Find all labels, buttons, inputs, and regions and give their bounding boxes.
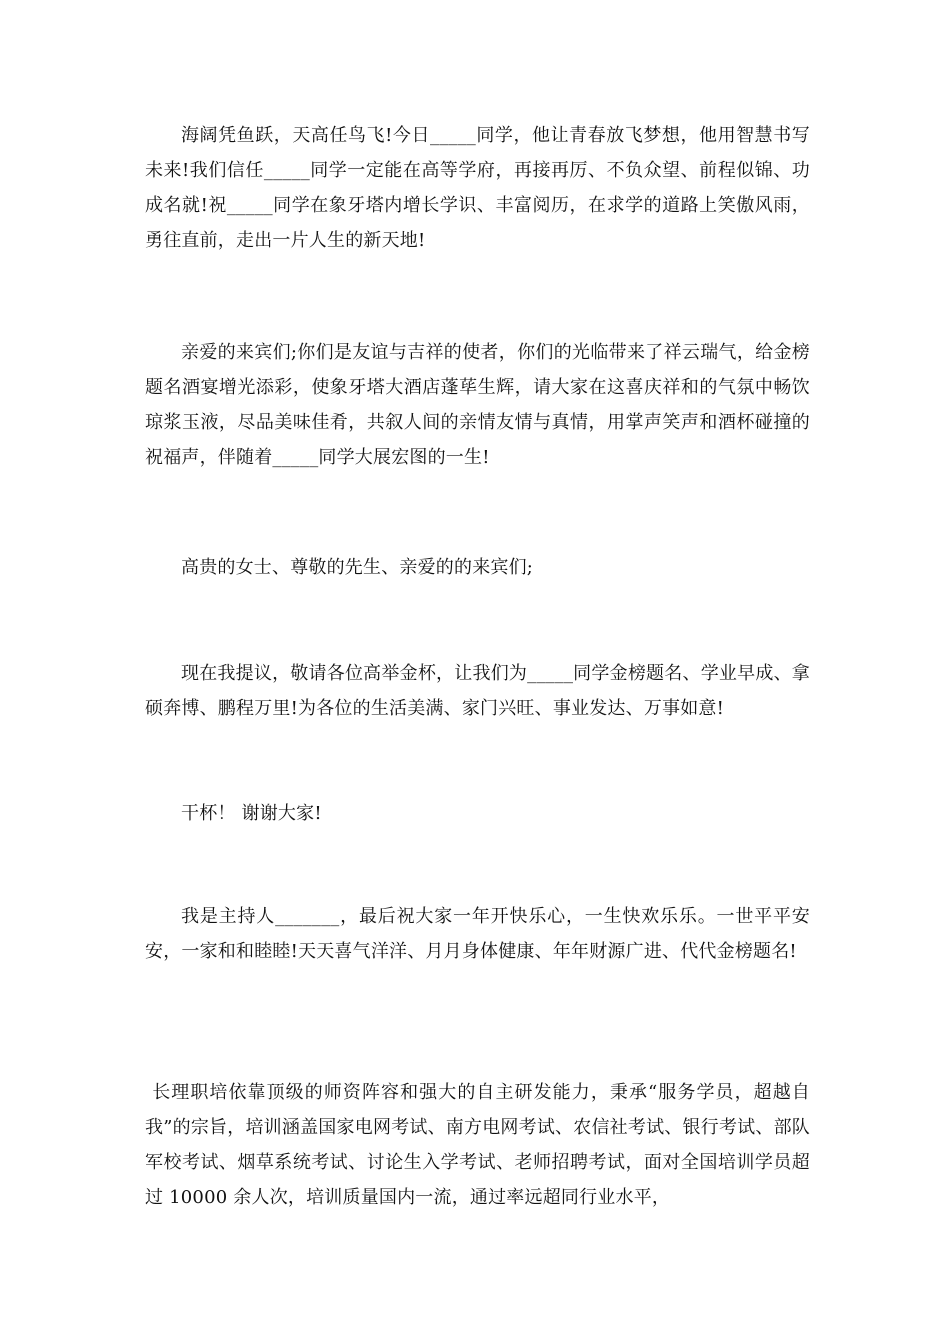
paragraph-toast-proposal: 现在我提议，敬请各位高举金杯，让我们为_____同学金榜题名、学业早成、拿硕奔博、鹏程万里!为各位的生活美满、家门兴旺、事业发达、万事如意!: [145, 663, 810, 719]
paragraph-cheers: 干杯！ 谢谢大家!: [181, 803, 322, 824]
paragraph-host-closing: 我是主持人_______，最后祝大家一年开快乐心，一生快欢乐乐。一世平平安安，一家和和睦睦!天天喜气洋洋、月月身体健康、年年财源广进、代代金榜题名!: [145, 906, 810, 962]
paragraph-guests-welcome: 亲爱的来宾们;你们是友谊与吉祥的使者，你们的光临带来了祥云瑞气，给金榜题名酒宴增光添彩，使象牙塔大酒店蓬荜生辉，请大家在这喜庆祥和的气氛中畅饮琼浆玉液，尽品美味佳肴，共叙人间的亲情友情与真情，用掌声笑声和酒杯碰撞的祝福声，伴随着_____同学大展宏图的一生!: [145, 342, 810, 468]
paragraph-salutation: 高贵的女士、尊敬的先生、亲爱的的来宾们;: [181, 557, 534, 578]
paragraph-congratulation: 海阔凭鱼跃，天高任鸟飞!今日_____同学，他让青春放飞梦想，他用智慧书写未来!我们信任_____同学一定能在高等学府，再接再厉、不负众望、前程似锦、功成名就!祝_____同学在象牙塔内增长学识、丰富阅历，在求学的道路上笑傲风雨，勇往直前，走出一片人生的新天地!: [145, 125, 810, 251]
paragraph-advertisement: 长理职培依靠顶级的师资阵容和强大的自主研发能力，秉承“服务学员，超越自我”的宗旨，培训涵盖国家电网考试、南方电网考试、农信社考试、银行考试、部队军校考试、烟草系统考试、讨论生入学考试、老师招聘考试，面对全国培训学员超过 10000 余人次，培训质量国内一流，通过率远超同行业水平，: [145, 1082, 810, 1208]
